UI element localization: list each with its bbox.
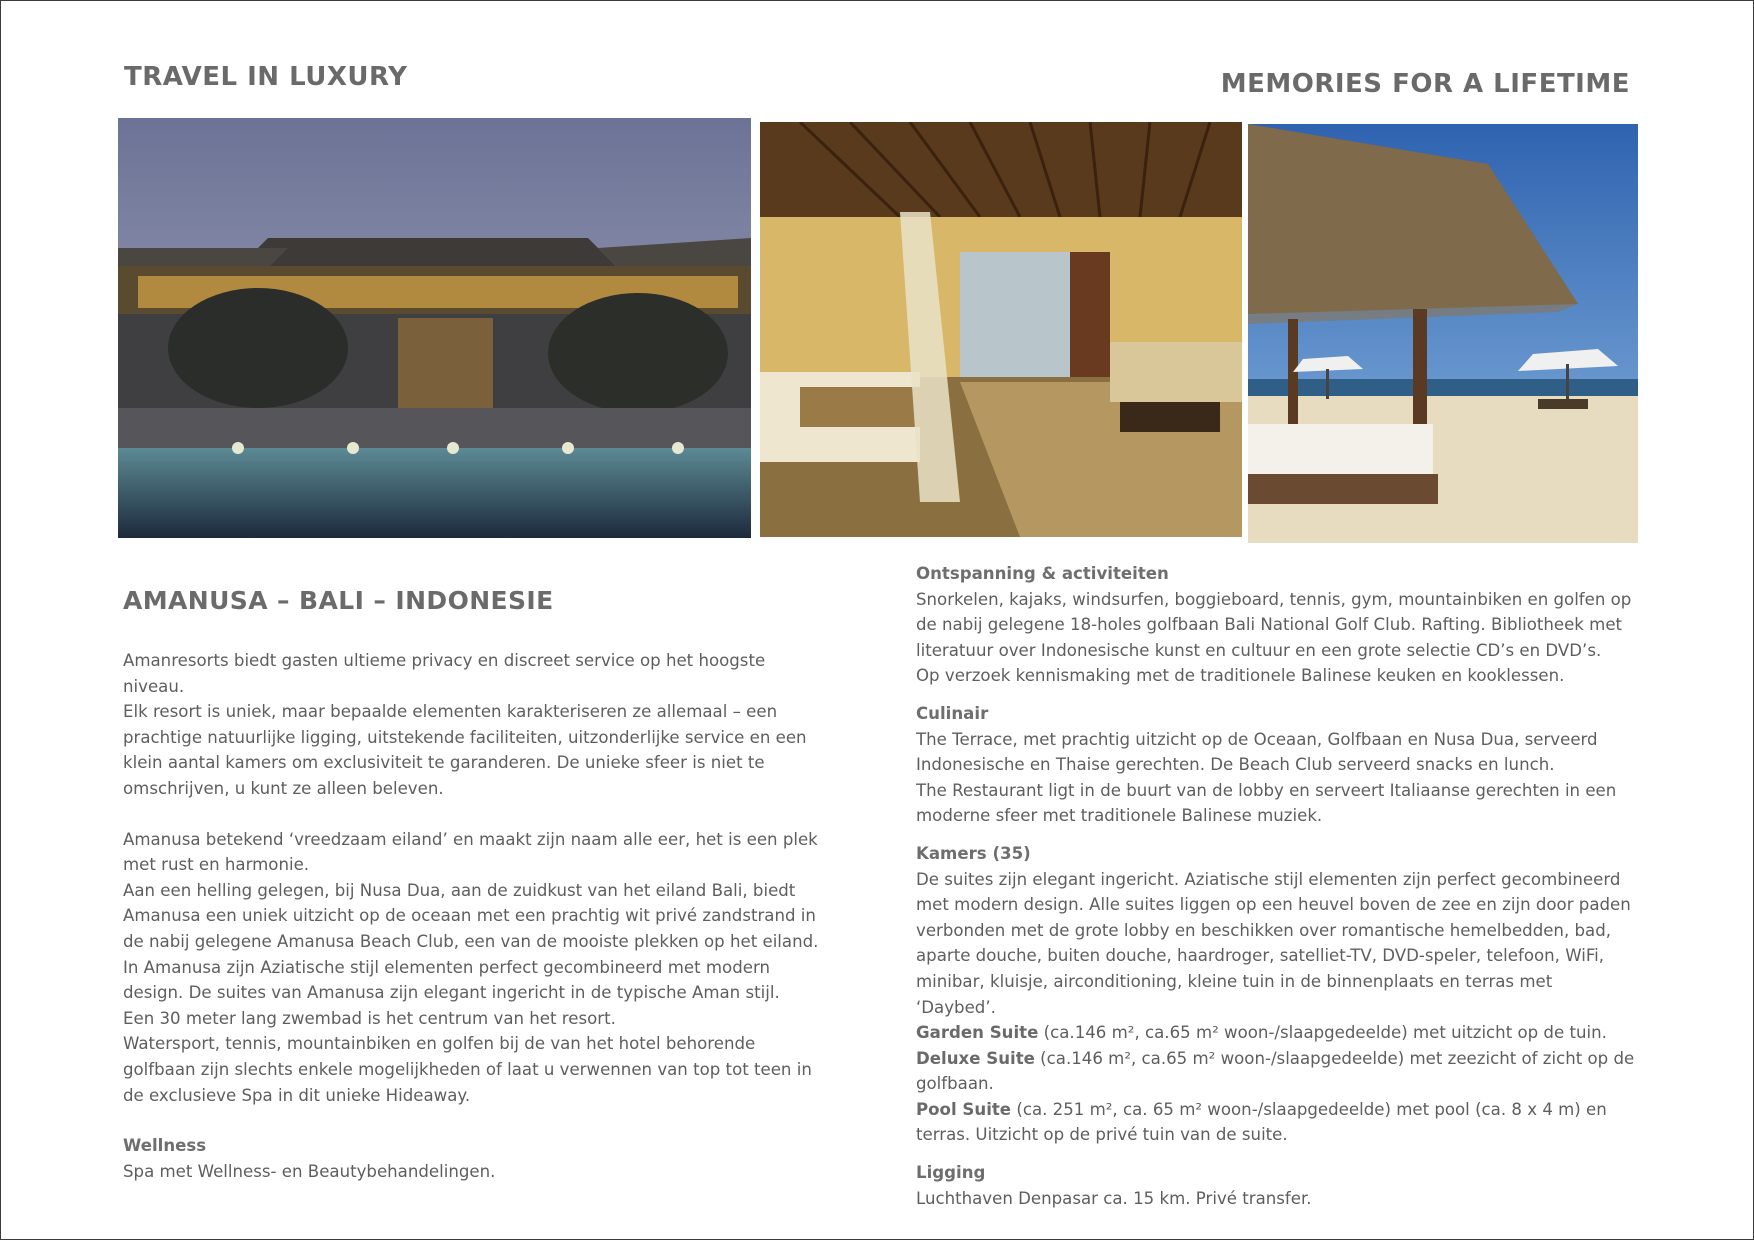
activities-line: Snorkelen, kajaks, windsurfen, boggieboard, tennis, gym, mountainbiken en golfen op	[916, 589, 1632, 609]
garden-suite-name: Garden Suite	[916, 1023, 1039, 1043]
wellness-text: Spa met Wellness- en Beautybehandelingen.	[123, 1161, 496, 1181]
suite-bedroom-photo	[760, 122, 1242, 537]
intro-line: klein aantal kamers om exclusiviteit te garanderen. De unieke sfeer is niet te	[123, 753, 765, 773]
body-line: golfbaan zijn slechts enkele mogelijkheden of laat u verwennen van top tot teen in	[123, 1059, 812, 1079]
body-line: Amanusa betekend ‘vreedzaam eiland’ en maakt zijn naam alle eer, het is een plek	[123, 829, 818, 849]
header-tagline-right: MEMORIES FOR A LIFETIME	[1220, 69, 1630, 99]
body-line: de exclusieve Spa in dit unieke Hideaway.	[123, 1085, 471, 1105]
culinary-line: The Terrace, met prachtig uitzicht op de Oceaan, Golfbaan en Nusa Dua, serveerd	[916, 729, 1598, 749]
pool-suite-line	[916, 1097, 1636, 1123]
activities-line: de nabij gelegene 18-holes golfbaan Bali National Golf Club. Rafting. Bibliotheek met	[916, 615, 1623, 635]
culinary-line: The Restaurant ligt in de buurt van de lobby en serveert Italiaanse gerechten in een	[916, 780, 1617, 800]
intro-line: omschrijven, u kunt ze alleen beleven.	[123, 778, 444, 798]
location-heading: Ligging	[916, 1163, 986, 1183]
hotel-title: AMANUSA – BALI – INDONESIE	[123, 586, 554, 615]
culinary-line: moderne sfeer met traditionele Balinese muziek.	[916, 806, 1323, 826]
deluxe-suite-line-2: golfbaan.	[916, 1074, 994, 1094]
wellness-heading: Wellness	[123, 1136, 207, 1156]
activities-line: literatuur over Indonesische kunst en cultuur en een grote selectie CD’s en DVD’s.	[916, 640, 1602, 660]
body-line: met rust en harmonie.	[123, 855, 310, 875]
culinary-heading: Culinair	[916, 703, 989, 723]
activities-line: Op verzoek kennismaking met de traditionele Balinese keuken en kooklessen.	[916, 666, 1565, 686]
deluxe-suite-text: (ca.146 m², ca.65 m² woon-/slaapgedeelde) met zeezicht of zicht op de	[1034, 1048, 1635, 1068]
pool-suite-line-2: terras. Uitzicht op de privé tuin van de suite.	[916, 1125, 1288, 1145]
intro-line: prachtige natuurlijke ligging, uitstekende faciliteiten, uitzonderlijke service en een	[123, 727, 807, 747]
header-tagline-left: TRAVEL IN LUXURY	[124, 62, 408, 92]
rooms-line: met modern design. Alle suites liggen op een heuvel boven de zee en zijn door paden	[916, 895, 1631, 915]
body-line: design. De suites van Amanusa zijn elegant ingericht in de typische Aman stijl.	[123, 983, 780, 1003]
rooms-line: verbonden met de grote lobby en beschikken over romantische hemelbedden, bad,	[916, 920, 1612, 940]
deluxe-suite-line	[916, 1046, 1636, 1072]
culinary-line: Indonesische en Thaise gerechten. De Beach Club serveerd snacks en lunch.	[916, 755, 1555, 775]
body-line: Aan een helling gelegen, bij Nusa Dua, aan de zuidkust van het eiland Bali, biedt	[123, 880, 796, 900]
body-line: de nabij gelegene Amanusa Beach Club, een van de mooiste plekken op het eiland.	[123, 931, 819, 951]
body-line: In Amanusa zijn Aziatische stijl elementen perfect gecombineerd met modern	[123, 957, 771, 977]
intro-line: Elk resort is uniek, maar bepaalde elementen karakteriseren ze allemaal – een	[123, 702, 778, 722]
pool-suite-name: Pool Suite	[916, 1099, 1012, 1119]
beach-pavilion-photo	[1248, 124, 1638, 543]
body-line: Een 30 meter lang zwembad is het centrum van het resort.	[123, 1008, 616, 1028]
location-text: Luchthaven Denpasar ca. 15 km. Privé transfer.	[916, 1188, 1312, 1208]
rooms-line: aparte douche, buiten douche, haardroger, satelliet-TV, DVD-speler, telefoon, WiFi,	[916, 946, 1605, 966]
deluxe-suite-name: Deluxe Suite	[916, 1048, 1035, 1068]
activities-heading: Ontspanning & activiteiten	[916, 564, 1169, 583]
left-column	[123, 648, 823, 1184]
body-line: Watersport, tennis, mountainbiken en golfen bij de van het hotel behorende	[123, 1034, 756, 1054]
intro-line: Amanresorts biedt gasten ultieme privacy en discreet service op het hoogste niveau.	[123, 651, 766, 696]
pool-suite-text: (ca. 251 m², ca. 65 m² woon-/slaapgedeelde) met pool (ca. 8 x 4 m) en	[1011, 1099, 1607, 1119]
body-line: Amanusa een uniek uitzicht op de oceaan met een prachtig wit privé zandstrand in	[123, 906, 816, 926]
garden-suite-line	[916, 1020, 1636, 1046]
rooms-line: minibar, kluisje, airconditioning, kleine tuin in de binnenplaats en terras met ‘Daybed’.	[916, 971, 1553, 1017]
right-column	[916, 561, 1636, 1211]
rooms-line: De suites zijn elegant ingericht. Aziatische stijl elementen zijn perfect gecombineerd	[916, 869, 1621, 889]
garden-suite-text: (ca.146 m², ca.65 m² woon-/slaapgedeelde) met uitzicht op de tuin.	[1038, 1023, 1607, 1043]
resort-pool-photo	[118, 118, 751, 538]
rooms-heading: Kamers (35)	[916, 843, 1031, 863]
